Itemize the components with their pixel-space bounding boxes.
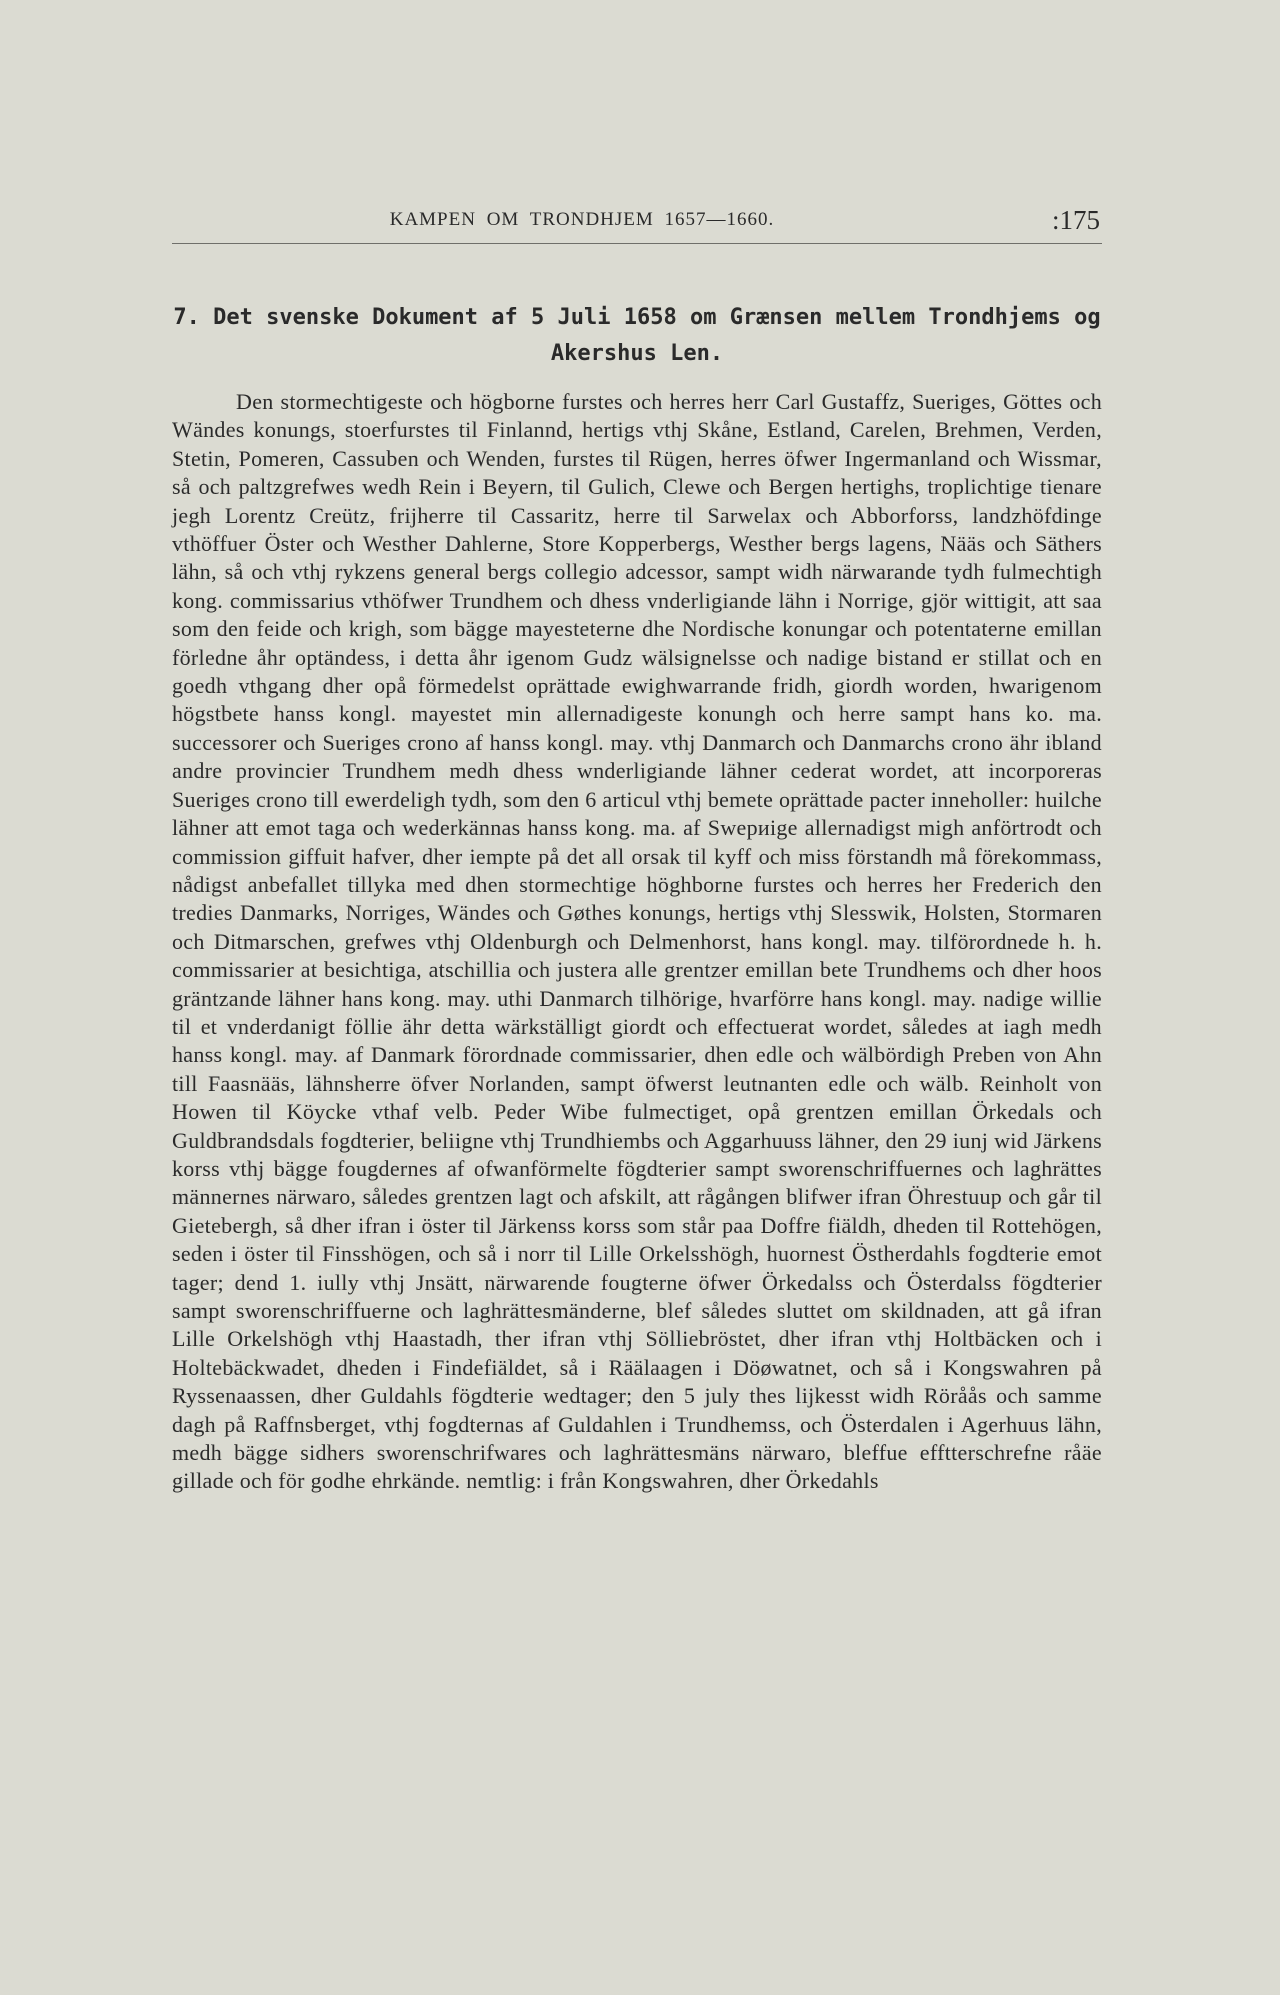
page-number: :175	[1051, 205, 1100, 235]
body-paragraph: Den stormechtigeste och högborne furstes och herres herr Carl Gustaffz, Sueriges, Göttes och Wändes konungs, stoerfurstes til Finlannd, hertigs vthj Skåne, Estland, Carelen, Brehmen, Verden, Stetin, Pomeren, Cassuben och Wenden, furstes til Rügen, herres öfwer Ingermanland och Wissmar, så och paltzgrefwes wedh Rein i Beyern, til Gulich, Clewe och Bergen hertighs, troplichtige tienare jegh Lorentz Creütz, frijherre til Cassaritz, herre til Sarwelax och Abborforss, landzhöfdinge vthöffuer Öster och Westher Dahlerne, Store Kopperbergs, Westher bergs lagens, Nääs och Säthers lähn, så och vthj rykzens general bergs collegio adcessor, sampt widh närwarande tydh fulmechtigh kong. commissarius vthöfwer Trundhem och dhess vnderligiande lähn i Norrige, gjör wittigit, att saa som den feide och krigh, som bägge mayesteterne dhe Nordische konungar och potentaterne emillan förledne åhr optändess, i detta åhr igenom Gudz wälsignelsse och nadige bistand er stillat och en goedh vthgang dher opå förmedelst oprättade ewighwarrande fridh, giordh worden, hwarigenom högstbete hanss kongl. mayestet min allernadigeste konungh och herre sampt hans ko. ma. successorer och Sueriges crono af hanss kongl. may. vthj Danmarch och Danmarchs crono ähr ibland andre provincier Trundhem medh dhess wnderligiande lähner cederat wordet, att incorporeras Sueriges crono till ewerdeligh tydh, som den 6 articul vthj bemete oprättade pacter inneholler: huilche lähner att emot taga och wederkännas hanss kong. ma. af Swериige allernadigst migh anförtrodt och commission giffuit hafver, dher iempte på det all orsak til kyff och miss förstandh må förekommass, nådigst anbefallet tillyka med dhen stormechtige höghborne furstes och herres her Frederich den tredies Danmarks, Norriges, Wändes och Gøthes konungs, hertigs vthj Slesswik, Holsten, Stormaren och Ditmarschen, grefwes vthj Oldenburgh och Delmenhorst, hans kongl. may. tilförordnede h. h. commissarier at besichtiga, atschillia och justera alle grentzer emillan bete Trundhems och dher hoos gräntzande lähner hans kong. may. uthi Danmarch tilhörige, hvarförre hans kongl. may. nadige willie til et vnderdanigt föllie ähr detta wärkställigt giordt och effectuerat wordet, således at iagh medh hanss kongl. may. af Danmark förordnade commissarier, dhen edle och wälbördigh Preben von Ahn till Faasnääs, lähnsherre öfver Norlanden, sampt öfwerst leutnanten edle och wälb. Reinholt von Howen til Köycke vthaf velb. Peder Wibe fulmectiget, opå grentzen emillan Örkedals och Guldbrandsdals fogdterier, beliigne vthj Trundhiembs och Aggarhuuss lähner, den 29 iunj wid Järkens korss vthj bägge fougdernes af ofwanförmelte fögdterier sampt sworenschriffuernes och laghrättes männernes närwaro, således grentzen lagt och afskilt, att rågången blifwer ifran Öhrestuup och går til Gietebergh, så dher ifran i öster til Järkenss korss som står paa Doffre fiäldh, dheden til Rottehögen, seden i öster til Finsshögen, och så i norr til Lille Orkelsshögh, huornest Östherdahls fogdterie emot tager; dend 1. iully vthj Jnsätt, närwarende fougterne öfwer Örkedalss och Österdalss fögdterier sampt sworenschriffuerne och laghrättesmänderne, blef således sluttet om skildnaden, att gå ifran Lille Orkelshögh vthj Haastadh, ther ifran vthj Sölliebröstet, dher ifran vthj Holtbäcken och i Holtebäckwadet, dheden i Findefiäldet, så i Räälaagen i Döøwatnet, och så i Kongswahren på Ryssenaassen, dher Guldahls fögdterie wedtager; den 5 july thes lijkesst widh Röråås och samme dagh på Raffnsberget, vthj fogdternas af Guldahlen i Trundhemss, och Österdalen i Agerhuus lähn, medh bägge sidhers sworenschrifwares och laghrättesmäns närwaro, bleffue efftterschrefne råäe gillade och för godhe ehrkände. nemtlig: i från Kongswahren, dher Örkedahls	[172, 389, 1102, 1494]
page-header	[172, 205, 1102, 244]
running-head: KAMPEN OM TRONDHJEM 1657—1660.	[389, 209, 775, 230]
section-title: 7. Det svenske Dokument af 5 Juli 1658 om Grænsen mellem Trondhjems og Akershus Len.	[173, 305, 1101, 366]
